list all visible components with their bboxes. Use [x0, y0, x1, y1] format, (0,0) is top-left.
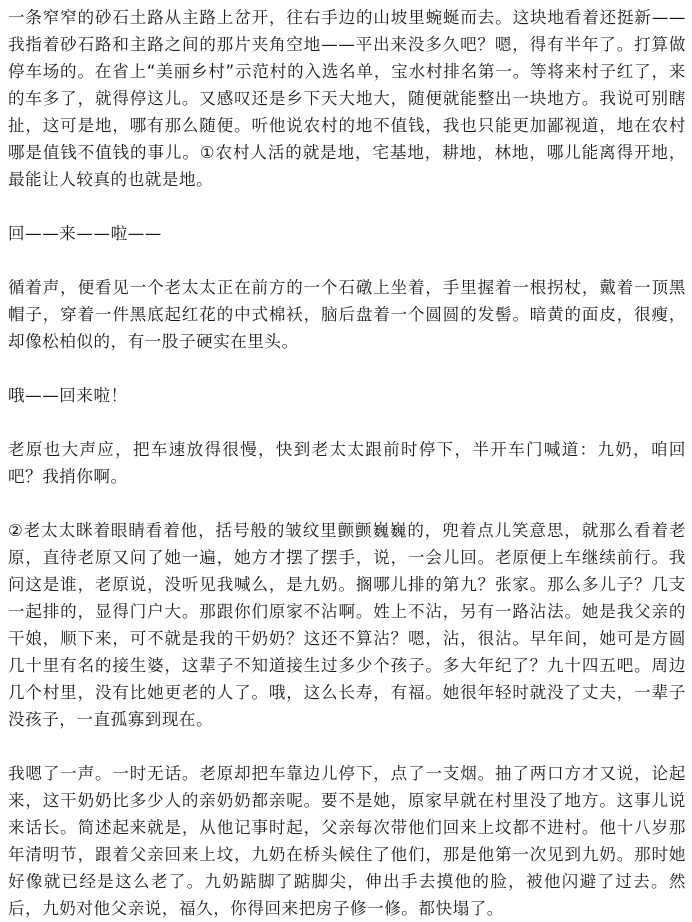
paragraph-2: 回——来——啦—— — [8, 224, 162, 243]
paragraph-3: 循着声，便看见一个老太太正在前方的一个石礅上坐着，手里握着一根拐杖，戴着一顶黑帽子，穿着一件黑底起红花的中式棉袄，脑后盘着一个圆圆的发髻。暗黄的面皮，很瘦，却像松柏似的，有一股子硬实在里头。 — [8, 278, 686, 351]
paragraph-5: 老原也大声应，把车速放得很慢，快到老太太跟前时停下，半开车门喊道：九奶，咱回吧？我捎你啊。 — [8, 440, 686, 486]
paragraph-4: 哦——回来啦！ — [8, 386, 128, 405]
article-body — [8, 4, 686, 922]
paragraph-7: 我嗯了一声。一时无话。老原却把车靠边儿停下，点了一支烟。抽了两口方才又说，论起来，这干奶奶比多少人的亲奶奶都亲呢。要不是她，原家早就在村里没了地方。这事儿说来话长。简述起来就是，从他记事时起，父亲每次带他们回来上坟都不进村。他十八岁那年清明节，跟着父亲回来上坟，九奶在桥头候住了他们，那是他第一次见到九奶。那时她好像就已经是这么老了。九奶踮脚了踮脚尖，伸出手去摸他的脸，被他闪避了过去。然后，九奶对他父亲说，福久，你得回来把房子修一修。都快塌了。 — [8, 764, 686, 918]
paragraph-1: 一条窄窄的砂石土路从主路上岔开，往右手边的山坡里蜿蜒而去。这块地看着还挺新——我指着砂石路和主路之间的那片夹角空地——平出来没多久吧？嗯，得有半年了。打算做停车场的。在省上“美丽乡村”示范村的入选名单，宝水村排名第一。等将来村子红了，来的车多了，就得停这儿。又感叹还是乡下天大地大，随便就能整出一块地方。我说可别瞎扯，这可是地，哪有那么随便。听他说农村的地不值钱，我也只能更加鄙视道，地在农村哪是值钱不值钱的事儿。①农村人活的就是地，宅基地，耕地，林地，哪儿能离得开地，最能让人较真的也就是地。 — [8, 8, 686, 189]
paragraph-6: ②老太太眯着眼睛看着他，括号般的皱纹里颤颤巍巍的，兜着点儿笑意思，就那么看着老原，直待老原又问了她一遍，她方才摆了摆手，说，一会儿回。老原便上车继续前行。我问这是谁，老原说，没听见我喊么，是九奶。搁哪儿排的第九？张家。那么多儿子？几支一起排的，显得门户大。那跟你们原家不沾啊。姓上不沾，另有一路沾法。她是我父亲的干娘，顺下来，可不就是我的干奶奶？这还不算沾？嗯，沾，很沾。早年间，她可是方圆几十里有名的接生婆，这辈子不知道接生过多少个孩子。多大年纪了？九十四五吧。周边几个村里，没有比她更老的人了。哦，这么长寿，有福。她很年轻时就没了丈夫，一辈子没孩子，一直孤寡到现在。 — [8, 521, 686, 729]
